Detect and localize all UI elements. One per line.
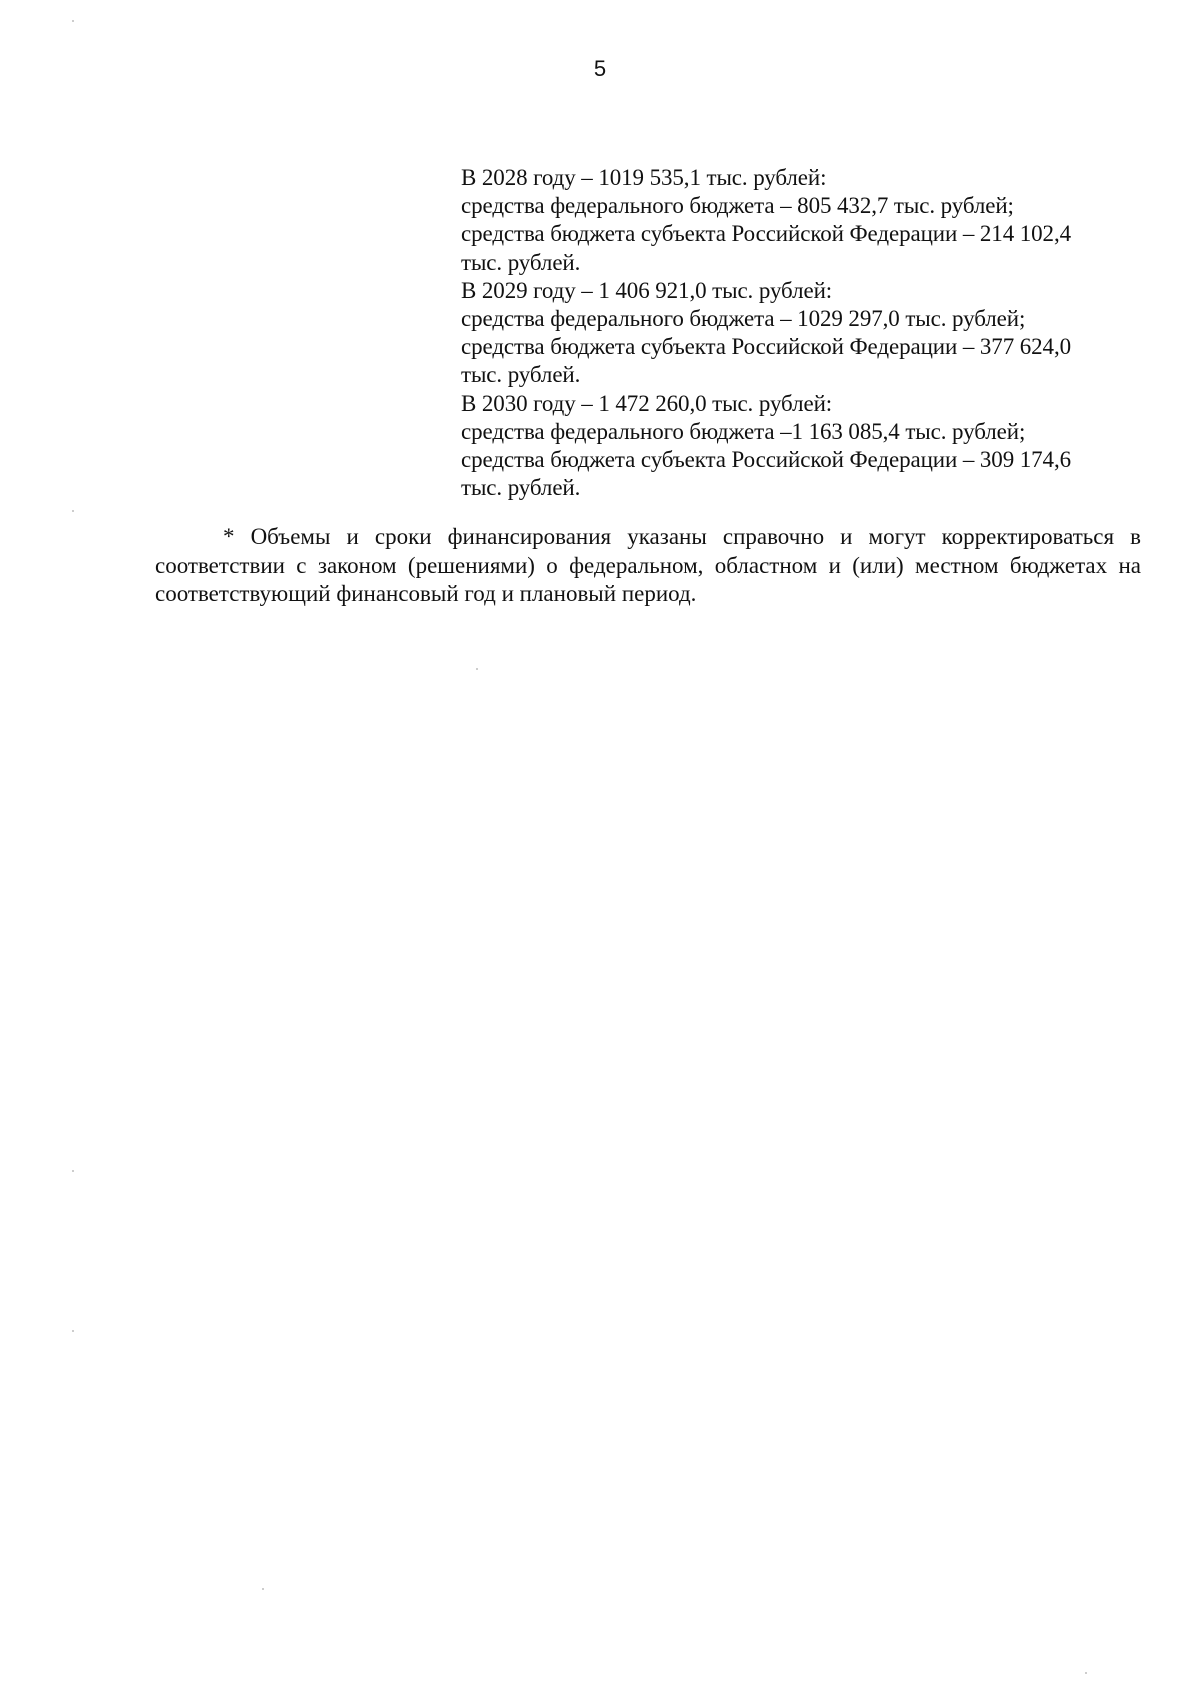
financing-footnote <box>155 523 1141 609</box>
funding-2030-regional-unit: тыс. рублей. <box>461 475 581 501</box>
page-number: 5 <box>593 56 607 81</box>
funding-2028-total: В 2028 году – 1019 535,1 тыс. рублей: <box>461 165 827 190</box>
funding-2028-federal: средства федерального бюджета – 805 432,7 тыс. рублей; <box>461 193 1014 219</box>
funding-2028-regional: средства бюджета субъекта Российской Федерации – 214 102,4 <box>461 221 1072 247</box>
footnote-text: * Объемы и сроки финансирования указаны справочно и могут корректироваться в соответствии с законом (решениями) о федеральном, областном и (или) местном бюджетах на соответствующий финансовый год и плановый период. <box>155 524 1141 606</box>
funding-2030-regional: средства бюджета субъекта Российской Федерации – 309 174,6 <box>461 447 1072 473</box>
scan-artifact-dot <box>262 1588 264 1590</box>
scan-artifact-dot <box>1085 1672 1087 1674</box>
scan-artifact-dot <box>72 1330 74 1332</box>
funding-2030-federal: средства федерального бюджета –1 163 085,4 тыс. рублей; <box>461 418 1026 444</box>
funding-2030-total: В 2030 году – 1 472 260,0 тыс. рублей: <box>461 390 833 416</box>
scan-artifact-dot <box>476 668 478 670</box>
funding-2029-federal: средства федерального бюджета – 1029 297,0 тыс. рублей; <box>461 306 1026 332</box>
funding-2029-regional: средства бюджета субъекта Российской Федерации – 377 624,0 <box>461 334 1072 360</box>
funding-2028-regional-unit: тыс. рублей. <box>461 249 581 275</box>
funding-2029-total: В 2029 году – 1 406 921,0 тыс. рублей: <box>461 277 833 303</box>
scan-artifact-dot <box>72 510 74 512</box>
funding-2029-regional-unit: тыс. рублей. <box>461 362 581 388</box>
scan-artifact-dot <box>72 1170 74 1172</box>
funding-breakdown <box>461 164 1141 502</box>
scan-artifact-dot <box>72 20 74 22</box>
